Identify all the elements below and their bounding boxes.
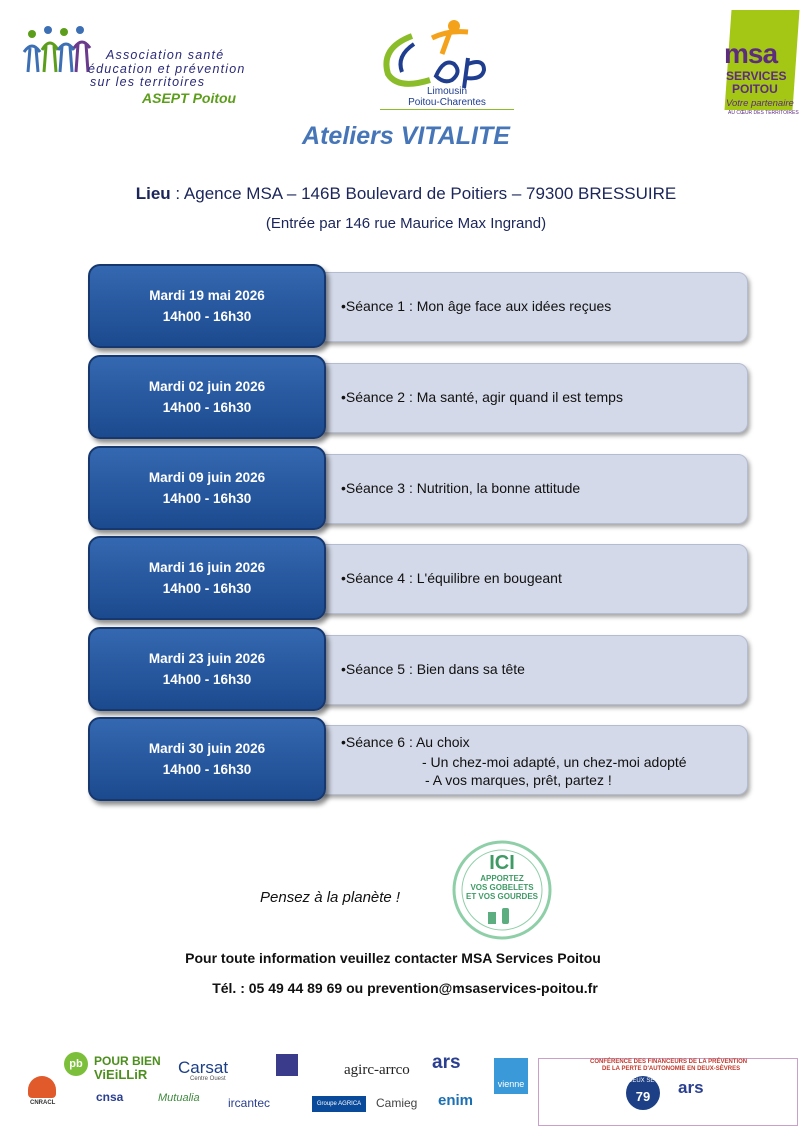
msa-logo [722, 8, 802, 116]
asept-line-3: sur les territoires [90, 75, 206, 89]
session-date: Mardi 02 juin 2026 [148, 379, 266, 394]
agrica-logo: Groupe AGRICA [312, 1096, 366, 1112]
contact-info: Pour toute information veuillez contacter MSA Services Poitou [185, 950, 601, 966]
session-date: Mardi 09 juin 2026 [148, 470, 266, 485]
session-description-box [316, 635, 748, 705]
enim-logo: enim [438, 1092, 474, 1109]
session-label: •Séance 2 : Ma santé, agir quand il est temps [341, 389, 623, 405]
page-title: Ateliers VITALITE [302, 122, 510, 150]
ircantec-logo: ircantec [228, 1096, 271, 1110]
camieg-logo: Camieg [376, 1096, 418, 1110]
cap-region-2: Poitou-Charentes [408, 97, 486, 108]
session-option-1: - Un chez-moi adapté, un chez-moi adopté [422, 754, 687, 770]
session-date: Mardi 19 mai 2026 [149, 288, 265, 303]
session-date-box [88, 717, 326, 801]
session-option-2: - A vos marques, prêt, partez ! [425, 772, 612, 788]
session-row-5 [88, 627, 748, 709]
asept-logo [18, 22, 248, 112]
location-value: Agence MSA – 146B Boulevard de Poitiers – 79300 BRESSUIRE [183, 184, 677, 203]
session-time: 14h00 - 16h30 [162, 581, 252, 596]
msa-small-logo [276, 1054, 298, 1076]
cap-logo-icon [372, 18, 522, 90]
deux-sevres-number: 79 [635, 1089, 651, 1104]
session-row-3 [88, 446, 748, 528]
session-date-box [88, 536, 326, 620]
asept-line-2: éducation et prévention [88, 62, 246, 76]
session-description-box [316, 454, 748, 524]
ars-logo-2: ars [678, 1078, 704, 1097]
session-description-box [316, 272, 748, 342]
msa-services [726, 70, 786, 96]
session-date: Mardi 16 juin 2026 [148, 560, 266, 575]
session-date-box [88, 627, 326, 711]
location-line [0, 184, 812, 204]
session-row-2 [88, 355, 748, 437]
msa-region-word: POITOU [732, 82, 778, 96]
badge-line-1: APPORTEZ [480, 874, 524, 883]
badge-line-3: ET VOS GOURDES [465, 892, 538, 901]
pbv-icon: pb [64, 1052, 88, 1076]
conference-subtitle: DE LA PERTE D'AUTONOMIE EN DEUX-SÈVRES [602, 1066, 741, 1072]
location-separator: : [170, 184, 184, 203]
msa-tagline: Votre partenaire [726, 98, 794, 109]
session-label: •Séance 3 : Nutrition, la bonne attitude [341, 480, 581, 496]
session-row-4 [88, 536, 748, 618]
asept-brand: ASEPT Poitou [142, 90, 237, 106]
partner-logos [0, 1040, 812, 1130]
session-label: •Séance 5 : Bien dans sa tête [341, 661, 525, 677]
pbv-line-1: POUR BIEN [94, 1054, 161, 1068]
contact-phone-email: Tél. : 05 49 44 89 69 ou prevention@msaservices-poitou.fr [212, 980, 598, 996]
session-description-box [316, 544, 748, 614]
cnracl-logo: CNRACL [30, 1100, 56, 1106]
session-time: 14h00 - 16h30 [162, 672, 252, 687]
session-label: •Séance 1 : Mon âge face aux idées reçues [341, 298, 612, 314]
session-time: 14h00 - 16h30 [162, 309, 252, 324]
deux-sevres-name: DEUX SÈVRES [628, 1078, 671, 1084]
badge-ici: ICI [489, 852, 515, 874]
session-label: •Séance 6 : Au choix [341, 734, 470, 750]
session-date-box [88, 264, 326, 348]
mutualia-logo: Mutualia [158, 1092, 200, 1104]
cap-divider [380, 109, 514, 110]
session-date-box [88, 355, 326, 439]
cap-logo [372, 18, 522, 110]
session-time: 14h00 - 16h30 [162, 400, 252, 415]
carsat-logo: Carsat [178, 1058, 229, 1077]
msa-services-word: SERVICES [726, 69, 787, 83]
eco-badge [452, 840, 552, 940]
conference-title: CONFÉRENCE DES FINANCEURS DE LA PRÉVENTION [590, 1059, 748, 1065]
session-description-box [316, 725, 748, 795]
session-row-1 [88, 264, 748, 346]
pbv-line-2: ViEiLLiR [94, 1067, 148, 1082]
location-entrance: (Entrée par 146 rue Maurice Max Ingrand) [265, 215, 547, 232]
session-date-box [88, 446, 326, 530]
msa-tagline-2: AU CŒUR DES TERRITOIRES [728, 110, 799, 116]
ars-logo: ars [432, 1052, 461, 1073]
session-time: 14h00 - 16h30 [162, 762, 252, 777]
msa-wordmark: msa [724, 38, 778, 69]
session-label: •Séance 4 : L'équilibre en bougeant [341, 570, 562, 586]
session-time: 14h00 - 16h30 [162, 491, 252, 506]
session-row-6 [88, 717, 748, 799]
cnracl-icon [28, 1076, 56, 1098]
asept-line-1: Association santé [106, 48, 225, 62]
cap-region-1: Limousin [426, 86, 468, 97]
badge-line-2: VOS GOBELETS [470, 883, 534, 892]
carsat-sub: Centre Ouest [190, 1076, 226, 1082]
session-date: Mardi 30 juin 2026 [148, 741, 266, 756]
session-description-box [316, 363, 748, 433]
vienne-logo: vienne [494, 1058, 528, 1094]
session-date: Mardi 23 juin 2026 [148, 651, 266, 666]
agirc-arrco-logo: agirc-arrco [344, 1062, 410, 1078]
cnsa-logo: cnsa [96, 1090, 124, 1104]
planet-reminder: Pensez à la planète ! [260, 889, 401, 906]
location-label: Lieu [135, 184, 171, 203]
